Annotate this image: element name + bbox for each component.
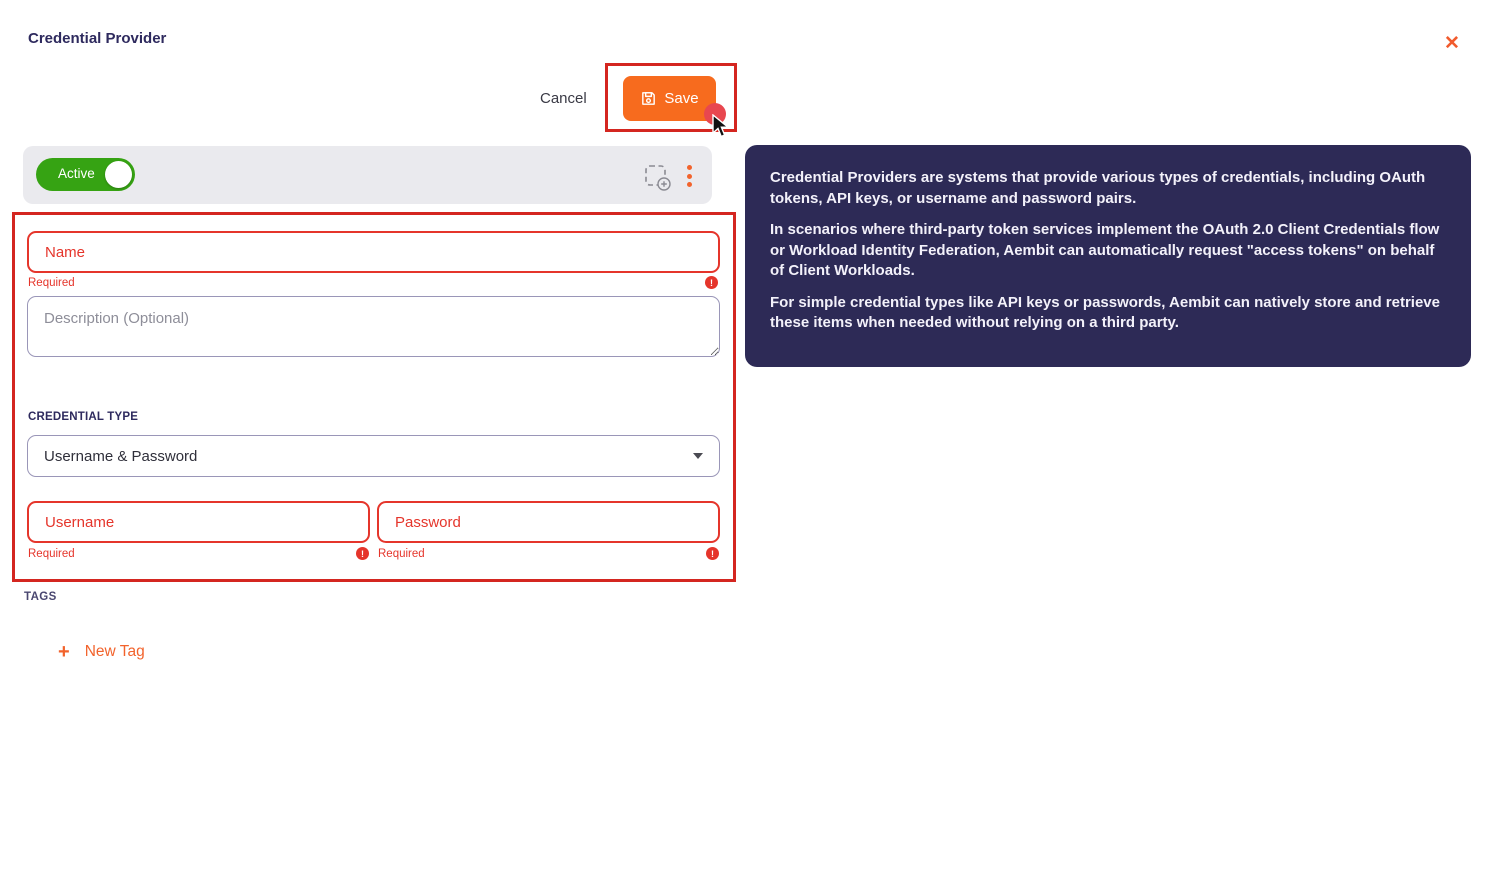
new-tag-button[interactable] bbox=[58, 642, 145, 662]
active-toggle[interactable] bbox=[36, 158, 135, 191]
name-required-label: Required bbox=[28, 276, 75, 289]
error-exclamation-icon: ! bbox=[356, 547, 369, 560]
mouse-cursor-icon bbox=[711, 114, 733, 145]
cancel-button[interactable]: Cancel bbox=[540, 90, 587, 107]
toggle-knob bbox=[105, 161, 132, 188]
username-required-label: Required bbox=[28, 547, 75, 560]
info-paragraph: In scenarios where third-party token services implement the OAuth 2.0 Client Credentials flow or Workload Identity Federation, Aembit can automatically request "access tokens" on behalf of Client Workloads. bbox=[770, 221, 1440, 280]
plus-icon: + bbox=[58, 641, 70, 663]
page-title: Credential Provider bbox=[28, 30, 167, 47]
error-exclamation-icon: ! bbox=[706, 547, 719, 560]
password-required-row bbox=[378, 547, 719, 560]
password-required-label: Required bbox=[378, 547, 425, 560]
info-panel bbox=[745, 145, 1471, 367]
username-input[interactable] bbox=[27, 501, 370, 543]
credential-type-label: CREDENTIAL TYPE bbox=[28, 411, 139, 423]
tags-section-label: TAGS bbox=[24, 591, 57, 603]
kebab-menu-icon[interactable] bbox=[683, 161, 695, 191]
credential-type-select[interactable] bbox=[27, 435, 720, 477]
dashed-square-plus-icon[interactable] bbox=[644, 162, 672, 197]
credential-type-value: Username & Password bbox=[44, 447, 198, 465]
error-exclamation-icon: ! bbox=[705, 276, 718, 289]
name-required-row bbox=[28, 276, 718, 289]
save-button-label: Save bbox=[664, 90, 699, 107]
close-icon[interactable]: ✕ bbox=[1444, 33, 1460, 54]
save-button[interactable] bbox=[623, 76, 716, 121]
description-textarea[interactable] bbox=[27, 296, 720, 357]
username-required-row bbox=[28, 547, 369, 560]
new-tag-label: New Tag bbox=[84, 643, 145, 660]
name-input[interactable] bbox=[27, 231, 720, 273]
password-input[interactable] bbox=[377, 501, 720, 543]
info-paragraph: For simple credential types like API keys or passwords, Aembit can natively store and retrieve these items when needed without relying on a third party. bbox=[770, 293, 1440, 332]
active-toggle-label: Active bbox=[58, 166, 95, 181]
info-paragraph: Credential Providers are systems that provide various types of credentials, including OAuth tokens, API keys, or username and password pairs. bbox=[770, 169, 1426, 207]
chevron-down-icon bbox=[693, 453, 703, 459]
floppy-disk-icon bbox=[640, 90, 657, 107]
